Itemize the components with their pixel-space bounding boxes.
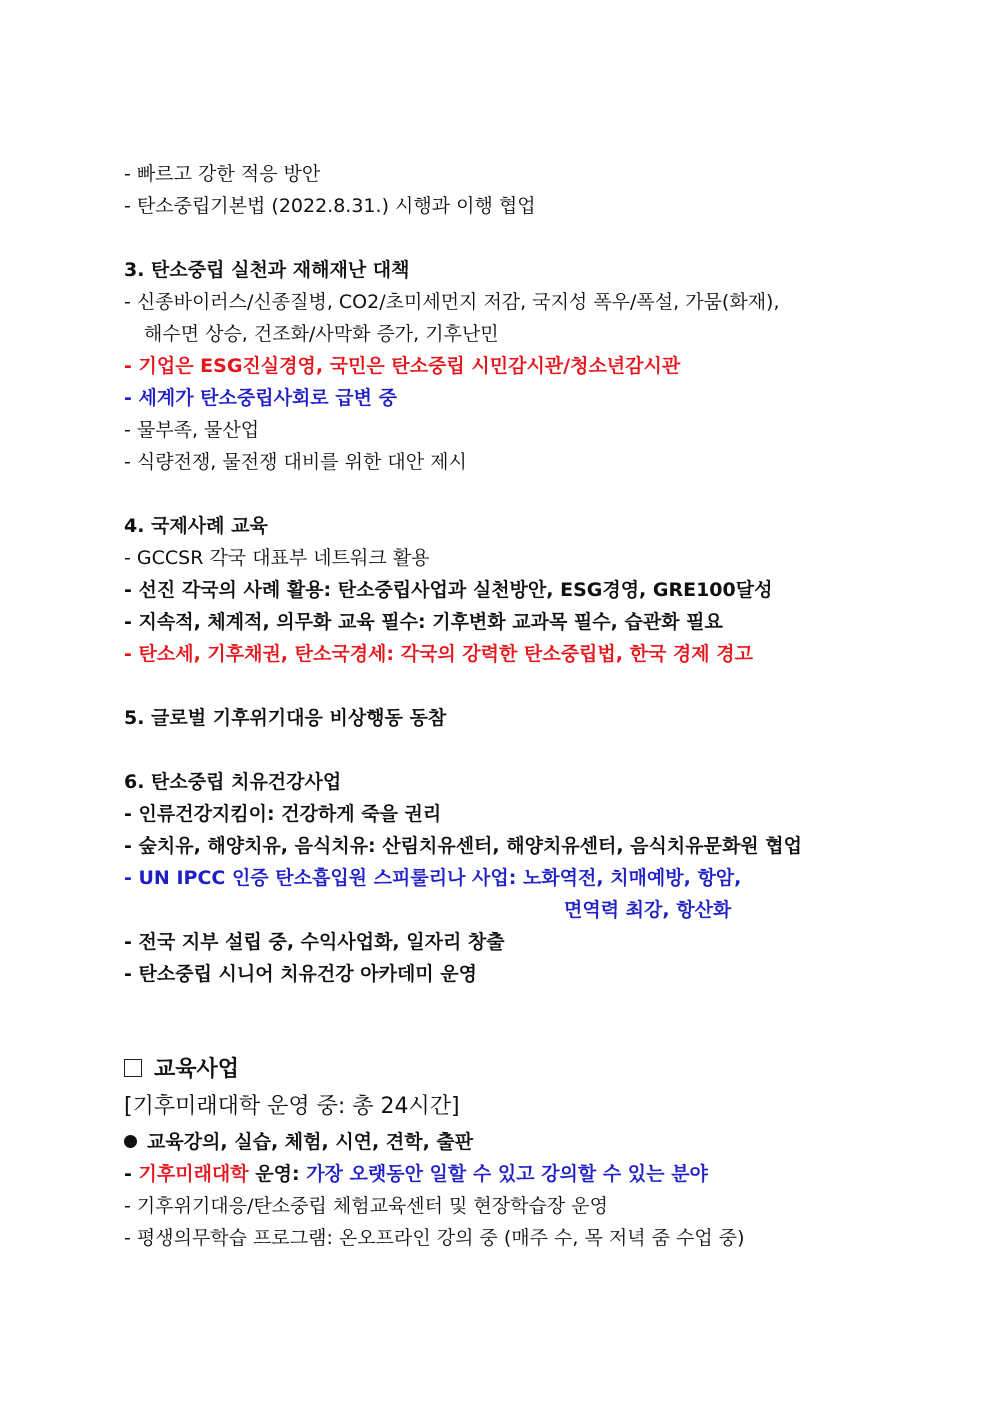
- list-item: - 지속적, 체계적, 의무화 교육 필수: 기후변화 교과목 필수, 습관화 필요: [124, 611, 723, 633]
- education-section: [124, 1052, 884, 1254]
- top-list: [124, 158, 884, 222]
- list-item: - 인류건강지킴이: 건강하게 죽을 권리: [124, 803, 442, 825]
- list-item: - 신종바이러스/신종질병, CO2/초미세먼지 저감, 국지성 폭우/폭설, 가뭄(화재),: [124, 291, 780, 313]
- section-4: [124, 510, 884, 670]
- section-heading: 3. 탄소중립 실천과 재해재난 대책: [124, 259, 410, 281]
- list-item: - UN IPCC 인증 탄소흡입원 스피룰리나 사업: 노화역전, 치매예방, 항암,: [124, 867, 742, 889]
- list-item: - 기업은 ESG진실경영, 국민은 탄소중립 시민감시관/청소년감시관: [124, 355, 681, 377]
- list-item: - 탄소중립기본법 (2022.8.31.) 시행과 이행 협업: [124, 195, 536, 217]
- education-bullet: 교육강의, 실습, 체험, 시연, 견학, 출판: [124, 1126, 884, 1158]
- list-item: - 탄소세, 기후채권, 탄소국경세: 각국의 강력한 탄소중립법, 한국 경제 경고: [124, 643, 753, 665]
- education-line-3: - 평생의무학습 프로그램: 온오프라인 강의 중 (매주 수, 목 저녁 줌 수업 중): [124, 1227, 745, 1249]
- list-item: - 선진 각국의 사례 활용: 탄소중립사업과 실천방안, ESG경영, GRE100달성: [124, 579, 773, 601]
- section-heading: 6. 탄소중립 치유건강사업: [124, 771, 342, 793]
- list-item: - 물부족, 물산업: [124, 419, 260, 441]
- section-heading: 5. 글로벌 기후위기대응 비상행동 동참: [124, 707, 447, 729]
- education-line-2: - 기후위기대응/탄소중립 체험교육센터 및 현장학습장 운영: [124, 1195, 608, 1217]
- list-item: - 식량전쟁, 물전쟁 대비를 위한 대안 제시: [124, 451, 467, 473]
- education-line-1: - 기후미래대학 운영: 가장 오랫동안 일할 수 있고 강의할 수 있는 분야: [124, 1163, 708, 1185]
- education-subtitle: [기후미래대학 운영 중: 총 24시간]: [124, 1094, 460, 1119]
- list-item: - GCCSR 각국 대표부 네트워크 활용: [124, 547, 430, 569]
- document-page: [124, 158, 884, 1254]
- section-6: [124, 766, 884, 990]
- bullet-dot-icon: [124, 1135, 137, 1148]
- list-item: - 세계가 탄소중립사회로 급변 중: [124, 387, 397, 409]
- list-item: - 전국 지부 설립 중, 수익사업화, 일자리 창출: [124, 931, 505, 953]
- list-item: 해수면 상승, 건조화/사막화 증가, 기후난민: [144, 323, 499, 345]
- list-item: - 탄소중립 시니어 치유건강 아카데미 운영: [124, 963, 477, 985]
- section-5: [124, 702, 884, 734]
- section-heading: 4. 국제사례 교육: [124, 515, 268, 537]
- list-item: - 빠르고 강한 적응 방안: [124, 163, 321, 185]
- list-item: 면역력 최강, 항산화: [564, 899, 732, 921]
- education-title: 교육사업: [124, 1052, 884, 1088]
- list-item: - 숲치유, 해양치유, 음식치유: 산림치유센터, 해양치유센터, 음식치유문화원 협업: [124, 835, 802, 857]
- section-3: [124, 254, 884, 478]
- checkbox-square-icon: [124, 1059, 142, 1077]
